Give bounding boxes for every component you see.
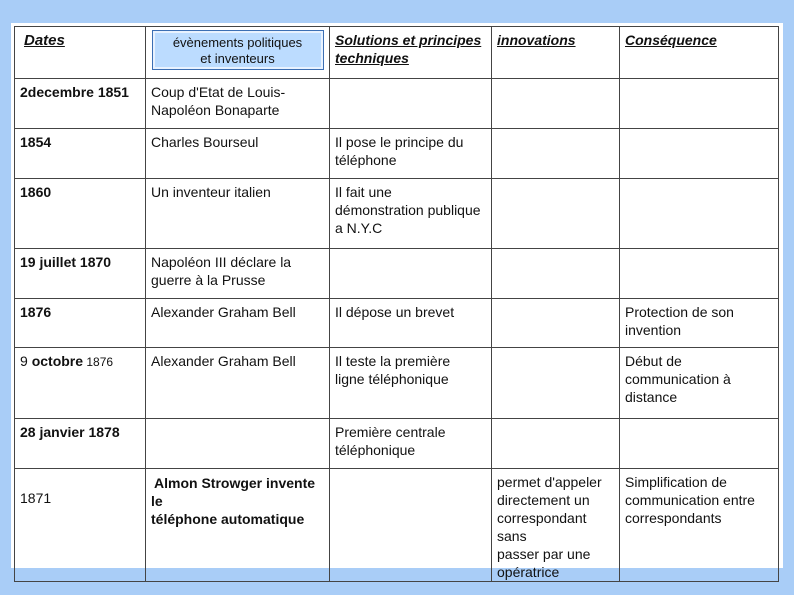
table-row xyxy=(15,348,779,419)
event-line: Alexander Graham Bell xyxy=(151,304,296,320)
event-cell xyxy=(146,129,330,179)
event-cell xyxy=(146,79,330,129)
event-line: Alexander Graham Bell xyxy=(151,353,296,369)
innovation-cell xyxy=(492,129,620,179)
consequence-line: distance xyxy=(625,389,678,405)
history-table xyxy=(14,26,779,582)
event-line: Napoléon III déclare la xyxy=(151,254,292,270)
header-row xyxy=(15,27,779,79)
solution-line: Il dépose un brevet xyxy=(335,304,455,320)
header-innovations: innovations xyxy=(497,32,576,48)
consequence-line: communication entre xyxy=(625,492,755,508)
event-cell xyxy=(146,249,330,299)
solution-line: téléphone xyxy=(335,152,397,168)
table-row xyxy=(15,129,779,179)
date-month: octobre xyxy=(31,353,84,369)
innovation-cell xyxy=(492,419,620,469)
consequence-cell xyxy=(620,79,779,129)
date: 2decembre 1851 xyxy=(20,84,129,100)
solution-line: Il pose le principe du xyxy=(335,134,464,150)
date-day: 9 xyxy=(20,353,32,369)
solution-cell xyxy=(330,79,492,129)
table-row xyxy=(15,299,779,348)
consequence-cell xyxy=(620,469,779,582)
solution-cell xyxy=(330,469,492,582)
header-events-cell xyxy=(146,27,330,79)
solution-cell xyxy=(330,348,492,419)
date: 19 juillet 1870 xyxy=(20,254,112,270)
event-line: Charles Bourseul xyxy=(151,134,259,150)
date-cell xyxy=(15,129,146,179)
solution-line: Première centrale xyxy=(335,424,446,440)
consequence-cell xyxy=(620,299,779,348)
solution-line: démonstration publique xyxy=(335,202,481,218)
event-cell xyxy=(146,419,330,469)
header-solutions-line1: Solutions et principes xyxy=(335,32,482,48)
date: 1854 xyxy=(20,134,52,150)
event-line: Coup d'Etat de Louis- xyxy=(151,84,286,100)
header-solutions-line2: techniques xyxy=(335,50,409,66)
header-events-line1: évènements politiques xyxy=(172,35,303,50)
innovation-line: permet d'appeler xyxy=(497,474,602,490)
solution-cell xyxy=(330,129,492,179)
date: 28 janvier 1878 xyxy=(20,424,120,440)
consequence-cell xyxy=(620,249,779,299)
event-cell xyxy=(146,179,330,249)
solution-cell xyxy=(330,249,492,299)
innovation-cell xyxy=(492,249,620,299)
innovation-cell xyxy=(492,348,620,419)
consequence-cell xyxy=(620,419,779,469)
header-innovations-cell xyxy=(492,27,620,79)
table-row xyxy=(15,249,779,299)
solution-line: Il teste la première xyxy=(335,353,451,369)
innovation-cell xyxy=(492,469,620,582)
innovation-line: correspondant sans xyxy=(497,510,587,544)
consequence-cell xyxy=(620,179,779,249)
date-cell xyxy=(15,469,146,582)
header-consequence: Conséquence xyxy=(625,32,717,48)
date: 1871 xyxy=(20,490,52,506)
innovation-cell xyxy=(492,299,620,348)
event-cell xyxy=(146,469,330,582)
table-row xyxy=(15,419,779,469)
event-line: Un inventeur italien xyxy=(151,184,271,200)
solution-line: téléphonique xyxy=(335,442,416,458)
header-dates: Dates xyxy=(24,32,65,49)
solution-cell xyxy=(330,299,492,348)
consequence-line: correspondants xyxy=(625,510,722,526)
event-line: téléphone automatique xyxy=(151,511,305,527)
consequence-cell xyxy=(620,348,779,419)
event-line: Napoléon Bonaparte xyxy=(151,102,280,118)
solution-line: ligne téléphonique xyxy=(335,371,449,387)
solution-cell xyxy=(330,419,492,469)
event-cell xyxy=(146,348,330,419)
date: 1876 xyxy=(20,304,52,320)
header-solutions-cell xyxy=(330,27,492,79)
innovation-line: directement un xyxy=(497,492,590,508)
solution-line: Il fait une xyxy=(335,184,392,200)
date-year: 1876 xyxy=(83,355,114,369)
date-cell xyxy=(15,79,146,129)
header-events-line2: et inventeurs xyxy=(200,51,275,66)
date-cell xyxy=(15,419,146,469)
consequence-cell xyxy=(620,129,779,179)
date: 1860 xyxy=(20,184,52,200)
date-cell xyxy=(15,179,146,249)
table-row xyxy=(15,469,779,582)
event-line: Almon Strowger invente le xyxy=(151,475,316,509)
events-header-box xyxy=(152,30,324,70)
event-line: guerre à la Prusse xyxy=(151,272,266,288)
header-dates-cell xyxy=(15,27,146,79)
innovation-line: passer par une xyxy=(497,546,591,562)
consequence-line: invention xyxy=(625,322,682,338)
table-row xyxy=(15,179,779,249)
solution-line: a N.Y.C xyxy=(335,220,383,236)
date-cell xyxy=(15,348,146,419)
date-cell xyxy=(15,299,146,348)
solution-cell xyxy=(330,179,492,249)
innovation-cell xyxy=(492,79,620,129)
consequence-line: Début de xyxy=(625,353,682,369)
innovation-cell xyxy=(492,179,620,249)
innovation-line: opératrice xyxy=(497,564,560,580)
table-sheet xyxy=(11,23,783,580)
table-row xyxy=(15,79,779,129)
date-cell xyxy=(15,249,146,299)
consequence-line: Protection de son xyxy=(625,304,734,320)
event-cell xyxy=(146,299,330,348)
consequence-line: communication à xyxy=(625,371,731,387)
header-consequence-cell xyxy=(620,27,779,79)
consequence-line: Simplification de xyxy=(625,474,727,490)
